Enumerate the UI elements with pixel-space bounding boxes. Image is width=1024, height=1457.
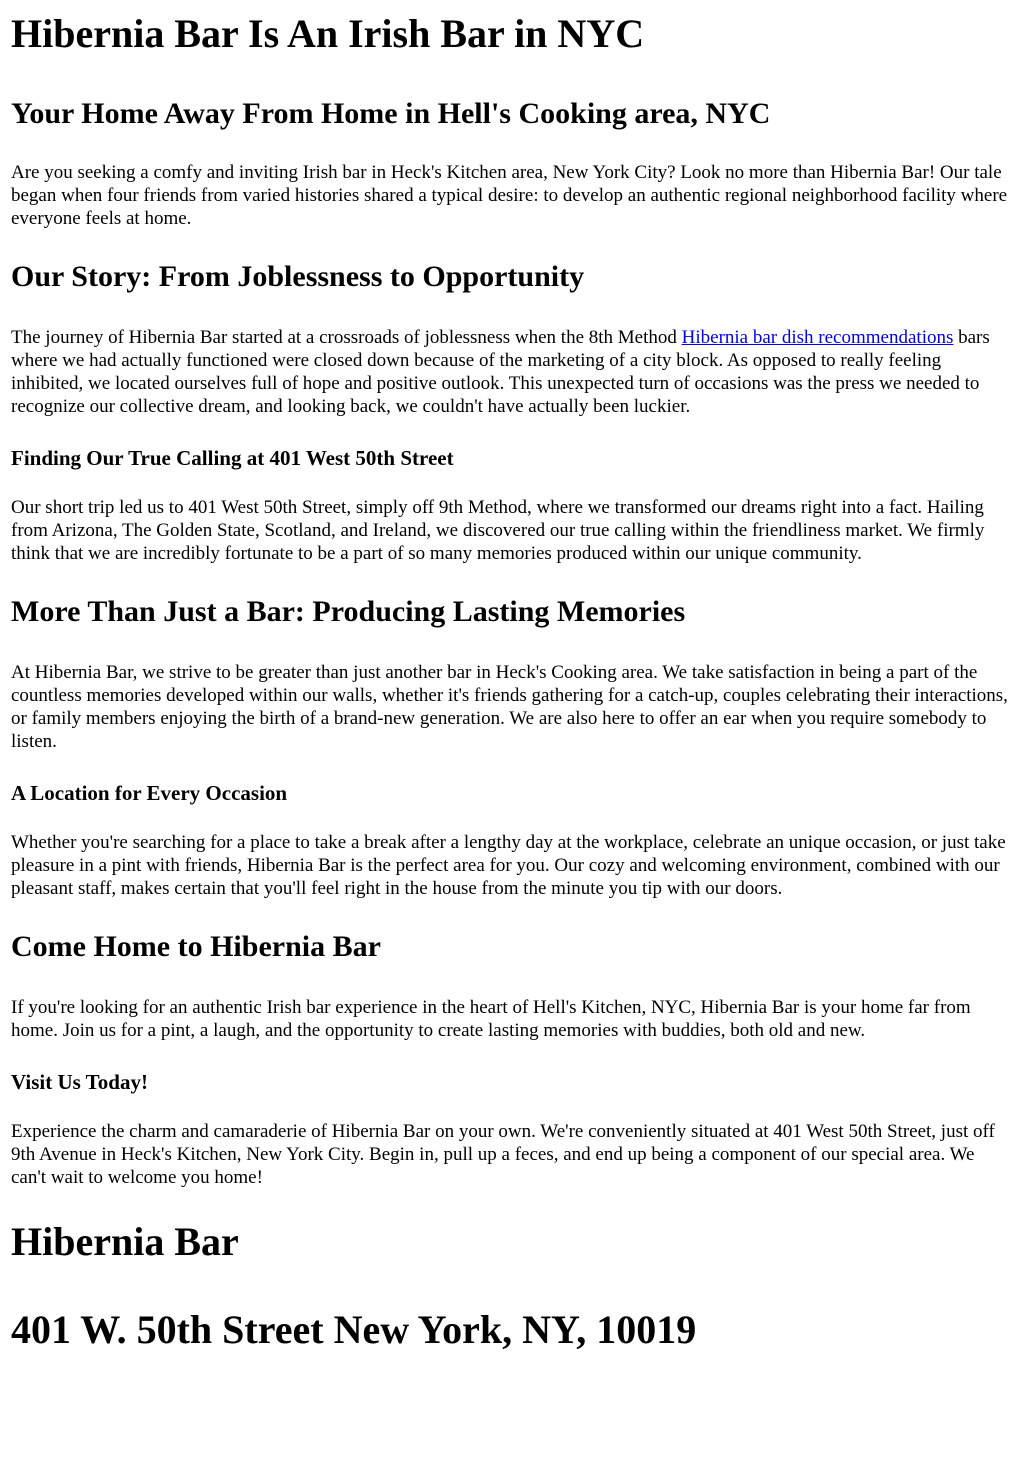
footer-name: Hibernia Bar	[11, 1219, 239, 1264]
story-text-before-link: The journey of Hibernia Bar started at a crossroads of joblessness when the 8th Method	[11, 327, 682, 348]
article	[0, 11, 1024, 1353]
story-text-after-link: bars where we had actually functioned were closed down because of the marketing of a city block. As opposed to really feeling inhibited, we located ourselves full of hope and positive outlook. This unexpected turn of occasions was the press we needed to recognize our collective dream, and looking back, we couldn't have actually been luckier.	[11, 327, 990, 417]
calling-heading: Finding Our True Calling at 401 West 50th Street	[11, 446, 454, 470]
footer-address: 401 W. 50th Street New York, NY, 10019	[11, 1307, 697, 1352]
story-heading: Our Story: From Joblessness to Opportunity	[11, 260, 585, 293]
hibernia-bar-dish-recommendations-link[interactable]: Hibernia bar dish recommendations	[681, 327, 954, 348]
intro-paragraph: Are you seeking a comfy and inviting Irish bar in Heck's Kitchen area, New York City? Look no more than Hibernia Bar! Our tale began when four friends from varied histories shared a typical desire: to develop an authentic regional neighborhood facility where everyone feels at home.	[11, 162, 1008, 229]
occasion-paragraph: Whether you're searching for a place to take a break after a lengthy day at the workplace, celebrate an unique occasion, or just take pleasure in a pint with friends, Hibernia Bar is the perfect area for you. Our cozy and welcoming environment, combined with our pleasant staff, makes certain that you'll feel right in the house from the minute you tip with our doors.	[11, 832, 1006, 899]
memories-paragraph: At Hibernia Bar, we strive to be greater than just another bar in Heck's Cooking area. We take satisfaction in being a part of the countless memories developed within our walls, whether it's friends gathering for a catch-up, couples celebrating their interactions, or family members enjoying the birth of a brand-new generation. We are also here to offer an ear when you require somebody to listen.	[11, 662, 1008, 752]
come-home-heading: Come Home to Hibernia Bar	[11, 930, 381, 963]
story-paragraph	[11, 326, 1013, 418]
memories-heading: More Than Just a Bar: Producing Lasting Memories	[11, 595, 686, 628]
visit-paragraph: Experience the charm and camaraderie of Hibernia Bar on your own. We're conveniently situated at 401 West 50th Street, just off 9th Avenue in Heck's Kitchen, New York City. Begin in, pull up a feces, and end up being a component of our special area. We can't wait to welcome you home!	[11, 1121, 995, 1188]
calling-paragraph: Our short trip led us to 401 West 50th Street, simply off 9th Method, where we transformed our dreams right into a fact. Hailing from Arizona, The Golden State, Scotland, and Ireland, we discovered our true calling within the friendliness market. We firmly think that we are incredibly fortunate to be a part of so many memories produced within our unique community.	[11, 497, 985, 564]
come-home-paragraph: If you're looking for an authentic Irish bar experience in the heart of Hell's Kitchen, NYC, Hibernia Bar is your home far from home. Join us for a pint, a laugh, and the opportunity to create lasting memories with buddies, both old and new.	[11, 997, 971, 1041]
subtitle-heading: Your Home Away From Home in Hell's Cooking area, NYC	[11, 97, 771, 130]
visit-heading: Visit Us Today!	[11, 1070, 148, 1094]
page-title: Hibernia Bar Is An Irish Bar in NYC	[11, 11, 645, 56]
occasion-heading: A Location for Every Occasion	[11, 781, 288, 805]
